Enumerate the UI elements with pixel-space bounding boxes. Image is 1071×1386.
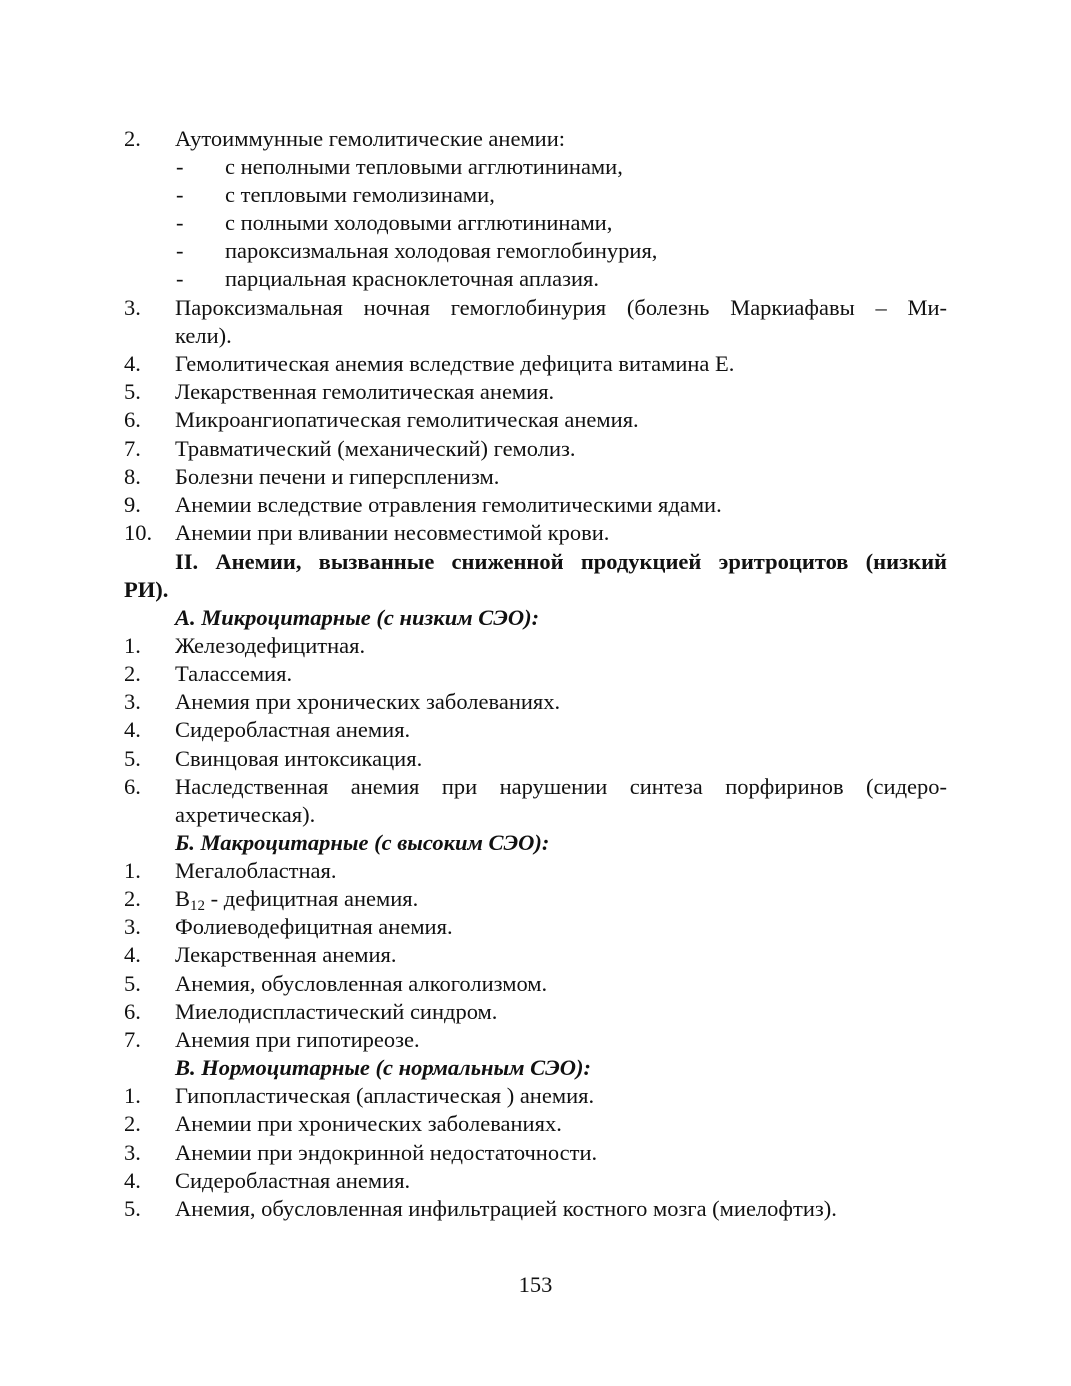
item-number: 6. — [124, 407, 141, 432]
item-number: 1. — [124, 858, 141, 883]
sub-item-text: с полными холодовыми агглютининами, — [225, 210, 613, 235]
item-number: 2. — [124, 661, 141, 686]
subsection-heading-text: В. Нормоцитарные (с нормальным СЭО): — [175, 1055, 592, 1080]
sub-item-text: с неполными тепловыми агглютининами, — [225, 154, 623, 179]
subsection-heading-text: Б. Макроцитарные (с высоким СЭО): — [175, 830, 550, 855]
item-number: 1. — [124, 1083, 141, 1108]
item-number: 5. — [124, 971, 141, 996]
item-number: 4. — [124, 717, 141, 742]
item-number: 2. — [124, 1111, 141, 1136]
item-number: 7. — [124, 436, 141, 461]
item-number: 2. — [124, 886, 141, 911]
item-text: Сидеробластная анемия. — [175, 717, 411, 742]
item-number: 3. — [124, 1140, 141, 1165]
item-number: 5. — [124, 379, 141, 404]
item-number: 9. — [124, 492, 141, 517]
item-number: 10. — [124, 520, 153, 545]
item-text: Травматический (механический) гемолиз. — [175, 436, 576, 461]
sub-item-text: пароксизмальная холодовая гемоглобинурия, — [225, 238, 658, 263]
item-text: Фолиеводефицитная анемия. — [175, 914, 453, 939]
item-text: Железодефицитная. — [175, 633, 366, 658]
item-number: 4. — [124, 1168, 141, 1193]
page-number: 153 — [518, 1272, 553, 1297]
item-number: 1. — [124, 633, 141, 658]
item-number: 6. — [124, 774, 141, 799]
item-text: Лекарственная анемия. — [175, 942, 397, 967]
item-text: Пароксизмальная ночная гемоглобинурия (болезнь Маркиафавы – Ми- — [175, 295, 947, 320]
item-text: Миелодиспластический синдром. — [175, 999, 498, 1024]
item-text-continuation: ахретическая). — [175, 802, 316, 827]
item-text: Аутоиммунные гемолитические анемии: — [175, 126, 566, 151]
item-text: Анемия при хронических заболеваниях. — [175, 689, 561, 714]
vitamin-subscript: 12 — [190, 898, 206, 914]
item-text: Болезни печени и гиперспленизм. — [175, 464, 500, 489]
item-text: Мегалобластная. — [175, 858, 337, 883]
item-text: Гемолитическая анемия вследствие дефицита витамина Е. — [175, 351, 735, 376]
item-text — [175, 885, 418, 913]
item-text: Микроангиопатическая гемолитическая анемия. — [175, 407, 639, 432]
item-text: Гипопластическая (апластическая ) анемия. — [175, 1083, 595, 1108]
item-text: Анемии при вливании несовместимой крови. — [175, 520, 610, 545]
vitamin-letter: В — [175, 886, 191, 911]
item-text-continuation: кели). — [175, 323, 232, 348]
item-text: Талассемия. — [175, 661, 293, 686]
item-number: 5. — [124, 1196, 141, 1221]
item-text: Анемия, обусловленная инфильтрацией костного мозга (миелофтиз). — [175, 1196, 837, 1221]
item-number: 5. — [124, 746, 141, 771]
item-number: 4. — [124, 942, 141, 967]
item-text: Лекарственная гемолитическая анемия. — [175, 379, 555, 404]
item-text-rest: - дефицитная анемия. — [205, 886, 419, 911]
sub-item-text: с тепловыми гемолизинами, — [225, 182, 495, 207]
subsection-heading-text: А. Микроцитарные (с низким СЭО): — [175, 605, 540, 630]
sub-item-text: парциальная красноклеточная аплазия. — [225, 266, 599, 291]
item-number: 3. — [124, 914, 141, 939]
item-text: Сидеробластная анемия. — [175, 1168, 411, 1193]
item-number: 7. — [124, 1027, 141, 1052]
item-text: Наследственная анемия при нарушении синтеза порфиринов (сидеро- — [175, 774, 947, 799]
section-heading-line: II. Анемии, вызванные сниженной продукцией эритроцитов (низкий — [175, 549, 947, 574]
item-number: 2. — [124, 126, 141, 151]
section-heading-line: РИ). — [124, 577, 169, 602]
item-number: 3. — [124, 689, 141, 714]
item-text: Анемии вследствие отравления гемолитическими ядами. — [175, 492, 722, 517]
item-number: 4. — [124, 351, 141, 376]
document-page: 2. Аутоиммунные гемолитические анемии: - с неполными тепловыми агглютининами, - с тепловыми гемолизинами, - с полными холодовыми агглютининами, - пароксизмальная холодовая гемоглобинурия, - парциальная красноклеточная аплазия. 3. Пароксизмальная ночная гемоглобинурия (болезнь Маркиафавы – Ми- кели). 4. Гемолитическая анемия вследствие дефицита витамина Е. 5. Лекарственная гемолитическая анемия. 6. Микроангиопатическая гемолитическая анемия. 7. Травматический (механический) гемолиз. 8. Болезни печени и гиперспленизм. 9. Анемии вследствие отравления гемолитическими ядами. 10. Анемии при вливании несовместимой крови. II. Анемии, вызванные сниженной продукцией эритроцитов (низкий РИ). А. Микроцитарные (с низким СЭО): 1. Железодефицитная. 2. Талассемия. 3. Анемия при хронических заболеваниях. 4. Сидеробластная анемия. 5. Свинцовая интоксикация. 6. Наследственная анемия при нарушении синтеза порфиринов (сидеро- ахретическая). Б. Макроцитарные (с высоким СЭО): 1. Мегалобластная. 2. $В_{12}$ - дефицитная анемия. 3. Фолиеводефицитная анемия. 4. Лекарственная анемия. 5. Анемия, обусловленная алкоголизмом. 6. Миелодиспластический синдром. 7. Анемия при гипотиреозе. В. Нормоцитарные (с нормальным СЭО): 1. Гипопластическая (апластическая ) анемия. 2. Анемии при хронических заболеваниях. 3. Анемии при эндокринной недостаточности. 4. Сидеробластная анемия. 5. Анемия, обусловленная инфильтрацией костного мозга (миелофтиз). 153 — [0, 0, 1071, 1386]
item-number: 8. — [124, 464, 141, 489]
item-text: Анемия, обусловленная алкоголизмом. — [175, 971, 548, 996]
item-number: 3. — [124, 295, 141, 320]
item-text: Анемия при гипотиреозе. — [175, 1027, 420, 1052]
item-text: Анемии при эндокринной недостаточности. — [175, 1140, 598, 1165]
item-text: Свинцовая интоксикация. — [175, 746, 423, 771]
item-number: 6. — [124, 999, 141, 1024]
item-text: Анемии при хронических заболеваниях. — [175, 1111, 562, 1136]
